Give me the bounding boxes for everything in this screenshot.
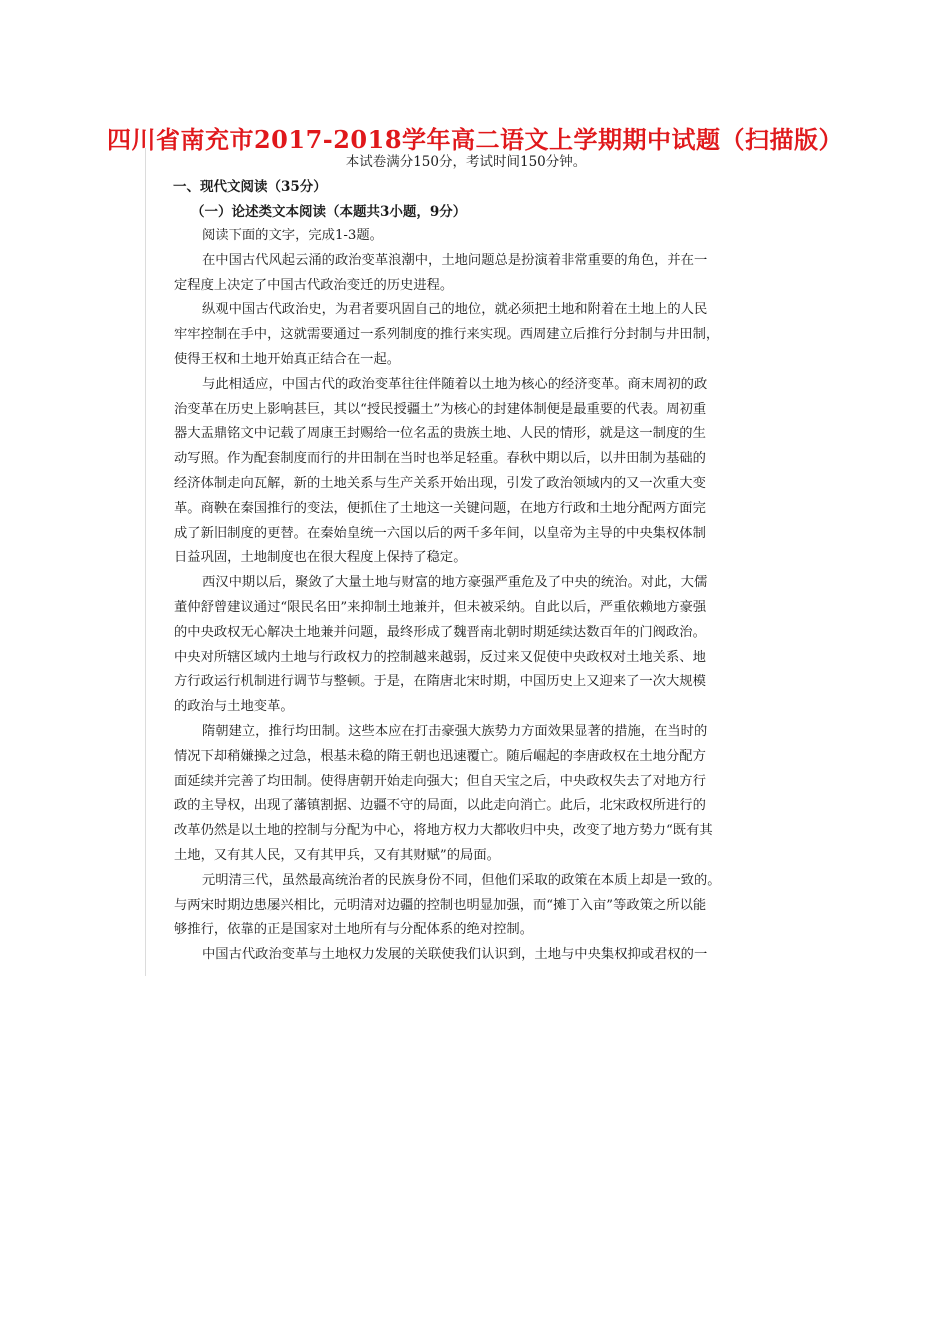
section-heading: 一、现代文阅读（35分）: [173, 179, 327, 195]
passage-line: 元明清三代，虽然最高统治者的民族身份不同，但他们采取的政策在本质上却是一致的。: [202, 872, 721, 888]
passage-line: 改革仍然是以土地的控制与分配为中心，将地方权力大都收归中央，改变了地方势力“既有其: [174, 823, 713, 839]
passage-line: 情况下却稍嫌操之过急，根基未稳的隋王朝也迅速覆亡。随后崛起的李唐政权在土地分配方: [174, 748, 706, 764]
passage-line: 牢牢控制在手中，这就需要通过一系列制度的推行来实现。西周建立后推行分封制与井田制，: [174, 327, 720, 343]
passage-line: 方行政运行机制进行调节与整顿。于是，在隋唐北宋时期，中国历史上又迎来了一次大规模: [174, 674, 706, 690]
passage-text: [174, 224, 778, 968]
passage-line: 使得王权和土地开始真正结合在一起。: [174, 351, 401, 367]
passage-line: 土地，又有其人民，又有其甲兵，又有其财赋”的局面。: [174, 847, 500, 863]
passage-line: 日益巩固，土地制度也在很大程度上保持了稳定。: [174, 550, 467, 566]
passage-line: 治变革在历史上影响甚巨，其以“授民授疆土”为核心的封建体制便是最重要的代表。周初重: [174, 401, 707, 417]
passage-line: 的政治与土地变革。: [174, 699, 294, 715]
passage-line: 纵观中国古代政治史，为君者要巩固自己的地位，就必须把土地和附着在土地上的人民: [202, 302, 708, 318]
passage-line: 中央对所辖区域内土地与行政权力的控制越来越弱，反过来又促使中央政权对土地关系、地: [174, 649, 706, 665]
passage-line: 定程度上决定了中国古代政治变迁的历史进程。: [174, 277, 454, 293]
passage-line: 中国古代政治变革与土地权力发展的关联使我们认识到，土地与中央集权抑或君权的一: [202, 947, 708, 963]
passage-line: 政的主导权，出现了藩镇割据、边疆不守的局面，以此走向消亡。此后，北宋政权所进行的: [174, 798, 706, 814]
passage-line: 西汉中期以后，聚敛了大量土地与财富的地方豪强严重危及了中央的统治。对此，大儒: [202, 575, 708, 591]
passage-line: 董仲舒曾建议通过“限民名田”来抑制土地兼并，但未被采纳。自此以后，严重依赖地方豪强: [174, 599, 707, 615]
passage-line: 面延续并完善了均田制。使得唐朝开始走向强大；但自天宝之后，中央政权失去了对地方行: [174, 773, 706, 789]
passage-line: 动写照。作为配套制度而行的井田制在当时也举足轻重。春秋中期以后，以井田制为基础的: [174, 451, 706, 467]
exam-info: 本试卷满分150分，考试时间150分钟。: [345, 154, 587, 170]
passage-line: 器大盂鼎铭文中记载了周康王封赐给一位名盂的贵族土地、人民的情形，就是这一制度的生: [174, 426, 706, 442]
document-title: 四川省南充市2017-2018学年高二语文上学期期中试题（扫描版）: [106, 125, 844, 154]
passage-line: 成了新旧制度的更替。在秦始皇统一六国以后的两千多年间，以皇帝为主导的中央集权体制: [174, 525, 706, 541]
passage-line: 与两宋时期边患屡兴相比，元明清对边疆的控制也明显加强，而“摊丁入亩”等政策之所以能: [174, 897, 707, 913]
passage-line: 隋朝建立，推行均田制。这些本应在打击豪强大族势力方面效果显著的措施，在当时的: [202, 723, 708, 739]
subsection-heading: （一）论述类文本阅读（本题共3小题，9分）: [191, 204, 467, 220]
passage-line: 阅读下面的文字，完成1-3题。: [202, 228, 383, 243]
passage-line: 与此相适应，中国古代的政治变革往往伴随着以土地为核心的经济变革。商末周初的政: [202, 376, 708, 392]
passage-line: 的中央政权无心解决土地兼并问题，最终形成了魏晋南北朝时期延续达数百年的门阀政治。: [174, 624, 706, 640]
passage-line: 够推行，依靠的正是国家对土地所有与分配体系的绝对控制。: [174, 922, 534, 938]
passage-line: 革。商鞅在秦国推行的变法，便抓住了土地这一关键问题，在地方行政和土地分配两方面完: [174, 500, 706, 516]
passage-line: 经济体制走向瓦解，新的土地关系与生产关系开始出现，引发了政治领域内的又一次重大变: [174, 475, 706, 491]
passage-line: 在中国古代风起云涌的政治变革浪潮中，土地问题总是扮演着非常重要的角色，并在一: [202, 252, 708, 268]
scanned-page: [145, 148, 785, 976]
